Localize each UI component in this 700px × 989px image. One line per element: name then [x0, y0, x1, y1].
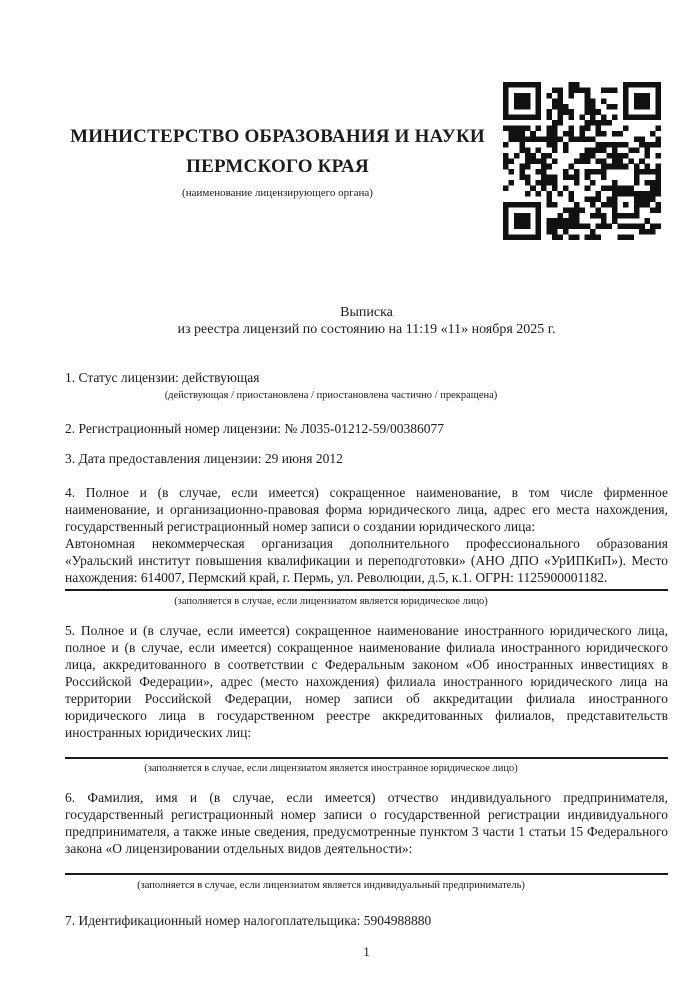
item-2-registration-number: 2. Регистрационный номер лицензии: № Л035-01212-59/00386077: [65, 421, 445, 436]
item-4-fill-line: [65, 589, 668, 591]
licensing-authority: [65, 122, 490, 200]
document-title-line1: Выписка: [340, 305, 393, 320]
ministry-name-line1: МИНИСТЕРСТВО ОБРАЗОВАНИЯ И НАУКИ: [70, 126, 485, 147]
item-6-entrepreneur: [65, 789, 668, 893]
item-4-caption: (заполняется в случае, если лицензиатом является юридическое лицо): [174, 596, 488, 607]
item-4-legal-text: 4. Полное и (в случае, если имеется) сокращенное наименование, в том числе фирменное наименование, и организационно-правовая форма юридического лица, адрес его места нахождения, государственный регистрационный номер записи о создании юридического лица:: [65, 485, 668, 534]
document-header: [65, 0, 668, 240]
item-1-status-options-caption: (действующая / приостановлена / приостановлена частично / прекращена): [164, 390, 498, 401]
item-5-caption: (заполняется в случае, если лицензиатом является иностранное юридическое лицо): [144, 763, 518, 774]
item-5-fill-line: [65, 757, 668, 759]
item-4-legal-entity: [65, 484, 668, 609]
page-number: 1: [363, 944, 370, 959]
document-title-line2: из реестра лицензий по состоянию на 11:19 «11» ноября 2025 г.: [177, 322, 556, 337]
qr-code-icon: [503, 82, 661, 240]
document-title: [65, 304, 668, 338]
ministry-name-line2: ПЕРМСКОГО КРАЯ: [186, 156, 369, 177]
item-3-grant-date: 3. Дата предоставления лицензии: 29 июня 2012: [65, 451, 343, 466]
item-5-foreign-entity: [65, 622, 668, 776]
item-6-legal-text: 6. Фамилия, имя и (в случае, если имеется) отчество индивидуального предпринимателя, государственный регистрационный номер записи о государственной регистрации индивидуального предпринимателя, а также иные сведения, предусмотренные пунктом 3 части 1 статьи 15 Федерального закона «О лицензировании отдельных видов деятельности»:: [65, 790, 668, 856]
item-4-licensee-value: Автономная некоммерческая организация дополнительного профессионального образования «Уральский институт повышения квалификации и переподготовки» (АНО ДПО «УрИПКиП»). Место нахождения: 614007, Пермский край, г. Пермь, ул. Революции, д.5, к.1. ОГРН: 1125900001182.: [65, 536, 668, 585]
licensing-authority-caption: (наименование лицензирующего органа): [182, 187, 373, 199]
item-6-caption: (заполняется в случае, если лицензиатом является индивидуальный предприниматель): [137, 880, 525, 891]
item-7-taxpayer-number: 7. Идентификационный номер налогоплательщика: 5904988880: [65, 913, 432, 928]
item-1-license-status: 1. Статус лицензии: действующая: [65, 370, 260, 385]
item-5-legal-text: 5. Полное и (в случае, если имеется) сокращенное наименование иностранного юридического лица, полное и (в случае, если имеется) сокращенное наименование филиала иностранного юридического лица, аккредитованного в соответствии с Федеральным законом «Об иностранных инвестициях в Российской Федерации», адрес (место нахождения) филиала иностранного юридического лица на территории Российской Федерации, номер записи об аккредитации филиала иностранного юридического лица в государственном реестре аккредитованных филиалов, представительств иностранных юридических лиц:: [65, 623, 668, 740]
item-6-fill-line: [65, 873, 668, 875]
